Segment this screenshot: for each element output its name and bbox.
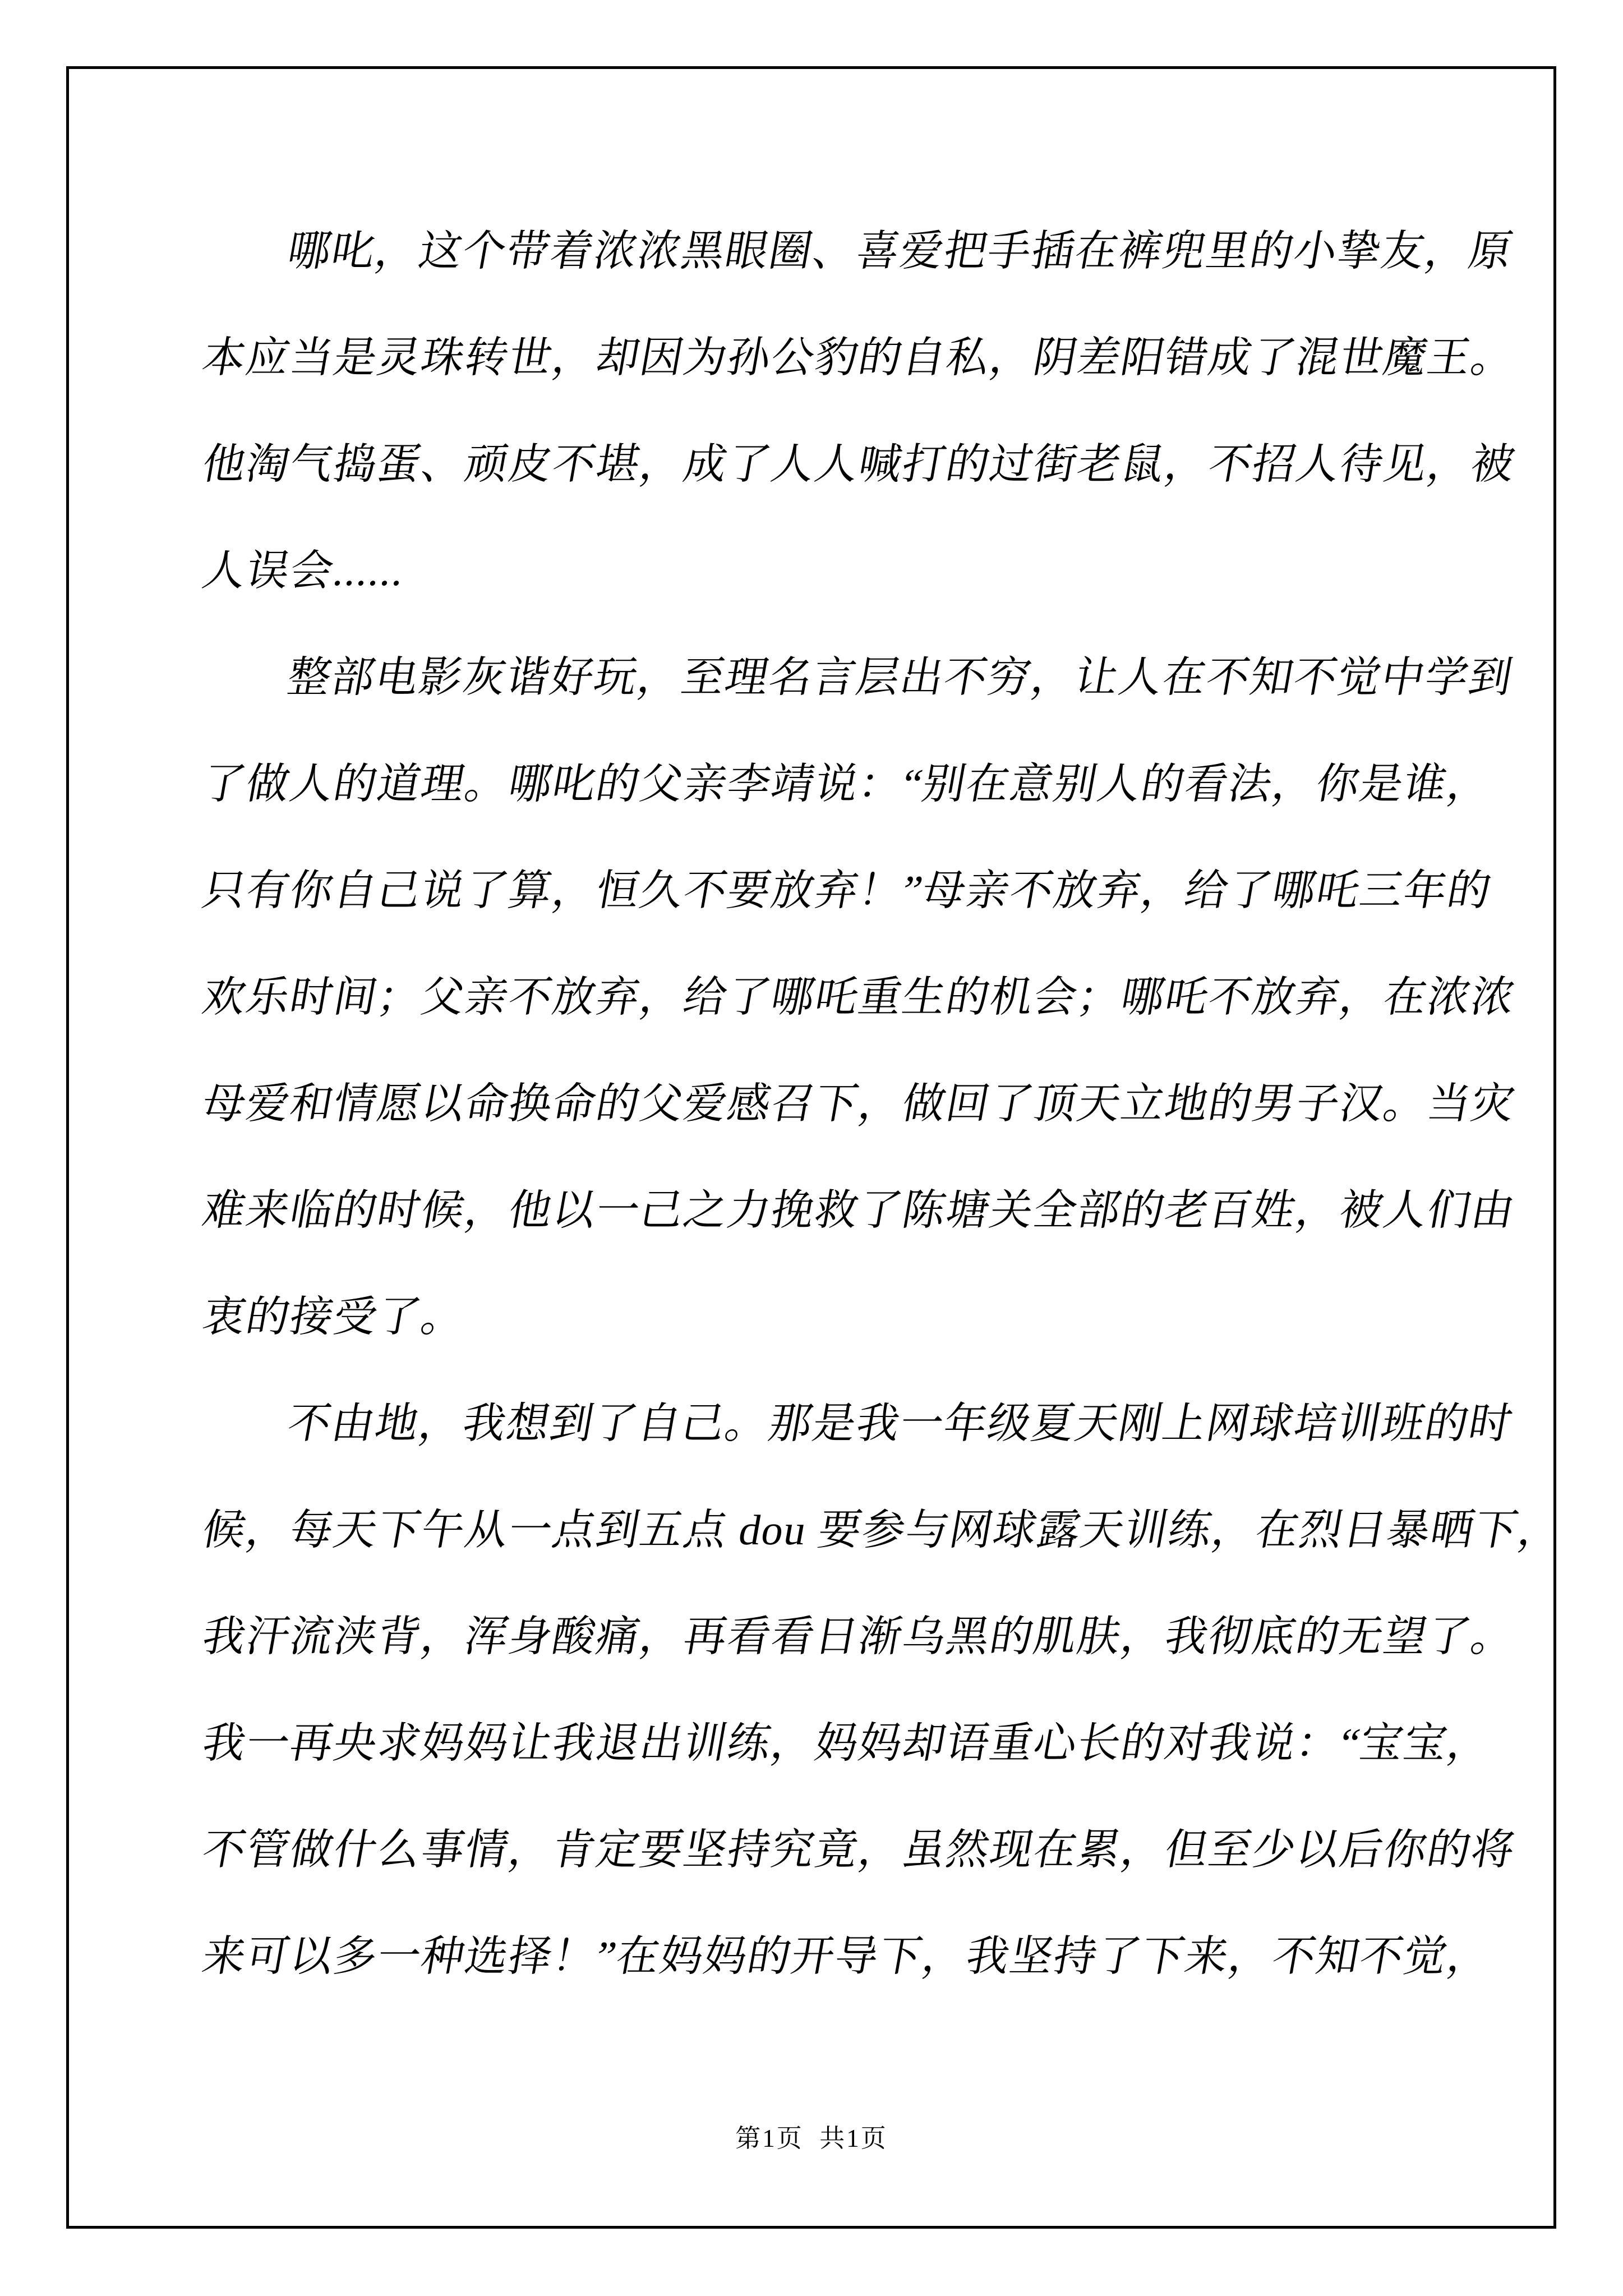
text-line: 人误会......: [199, 547, 409, 595]
text-line: 本应当是灵珠转世，却因为孙公豹的自私，阴差阳错成了混世魔王。: [199, 334, 1520, 381]
text-line: 整部电影灰谐好玩，至理名言层出不穷，让人在不知不觉中学到: [284, 654, 1518, 701]
document-body: [193, 198, 1567, 2010]
text-line: 他淘气捣蛋、顽皮不堪，成了人人喊打的过街老鼠，不招人待见，被: [199, 441, 1520, 488]
text-line: 衷的接受了。: [199, 1294, 470, 1341]
text-line: 我汗流浃背，浑身酸痛，再看看日渐乌黑的肌肤，我彻底的无望了。: [199, 1613, 1520, 1660]
text-line: 不由地，我想到了自己。那是我一年级夏天刚上网球培训班的时: [284, 1400, 1518, 1447]
text-line: 不管做什么事情，肯定要坚持究竟，虽然现在累，但至少以后你的将: [199, 1826, 1520, 1874]
text-line: 了做人的道理。哪叱的父亲李靖说：“别在意别人的看法，你是谁，: [199, 761, 1496, 808]
text-line: 只有你自己说了算，恒久不要放弃！”母亲不放弃，给了哪吒三年的: [199, 867, 1496, 914]
text-line: 我一再央求妈妈让我退出训练，妈妈却语重心长的对我说：“宝宝，: [199, 1720, 1496, 1767]
text-line: 哪叱，这个带着浓浓黑眼圈、喜爱把手插在裤兜里的小挚友，原: [284, 228, 1518, 275]
text-line: 难来临的时候，他以一己之力挽救了陈塘关全部的老百姓，被人们由: [199, 1187, 1520, 1234]
text-line: 候，每天下午从一点到五点 dou 要参与网球露天训练，在烈日暴晒下，: [199, 1507, 1567, 1554]
text-line: 来可以多一种选择！”在妈妈的开导下，我坚持了下来，不知不觉，: [199, 1933, 1496, 1980]
text-line: 母爱和情愿以命换命的父爱感召下，做回了顶天立地的男子汉。当灾: [199, 1080, 1520, 1128]
text-line: 欢乐时间；父亲不放弃，给了哪吒重生的机会；哪吒不放弃，在浓浓: [199, 974, 1520, 1021]
footer-page-number: 第1页 共1页: [735, 2124, 888, 2152]
